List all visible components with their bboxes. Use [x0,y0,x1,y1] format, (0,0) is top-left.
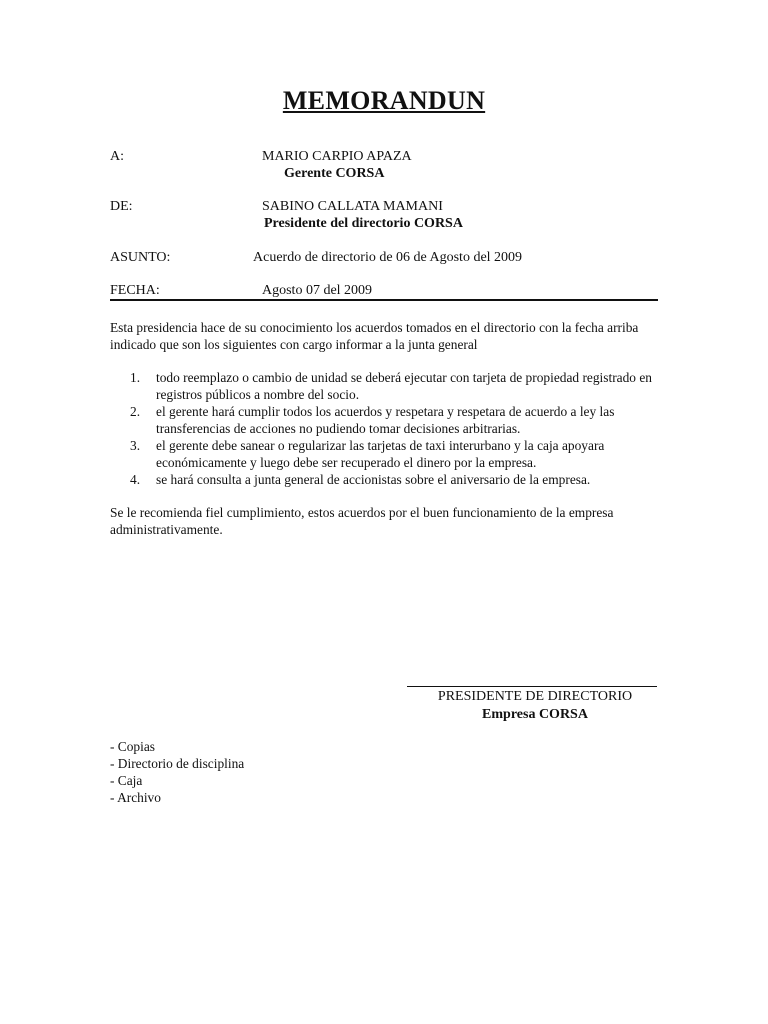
list-item-number: 1. [130,370,141,385]
list-item-text: el gerente debe sanear o regularizar las tarjetas de taxi interurbano y la caja apoyara económicamente y luego debe ser recuperado el dinero por la empresa. [156,438,605,470]
list-item-number: 2. [130,404,141,419]
list-item-number: 3. [130,438,141,453]
header-divider [110,299,658,301]
copy-item: - Copias [110,739,156,754]
copy-item: - Archivo [110,790,161,805]
to-label: A: [110,149,124,164]
list-item-text: se hará consulta a junta general de accionistas sobre el aniversario de la empresa. [156,472,591,487]
date-value: Agosto 07 del 2009 [262,283,373,298]
from-position: Presidente del directorio CORSA [264,216,463,231]
subject-label: ASUNTO: [110,250,171,265]
list-item-text: todo reemplazo o cambio de unidad se deberá ejecutar con tarjeta de propiedad registrado en registros públicos a nombre del socio. [156,370,652,402]
copy-item: - Directorio de disciplina [110,756,245,771]
copies-list [110,738,244,806]
closing-paragraph: Se le recomienda fiel cumplimiento, estos acuerdos por el buen funcionamiento de la empresa administrativamente. [110,505,614,537]
list-item [110,369,670,403]
list-item [110,437,670,471]
signature-title: PRESIDENTE DE DIRECTORIO [437,689,633,704]
from-name: SABINO CALLATA MAMANI [262,199,443,214]
intro-paragraph: Esta presidencia hace de su conocimiento los acuerdos tomados en el directorio con la fecha arriba indicado que son los siguientes con cargo informar a la junta general [110,320,639,352]
to-name: MARIO CARPIO APAZA [262,149,412,164]
to-position: Gerente CORSA [284,166,385,181]
memo-title: MEMORANDUN [282,86,486,115]
copy-item: - Caja [110,773,143,788]
signature-line [407,686,657,687]
date-label: FECHA: [110,283,160,298]
list-item [110,471,670,488]
subject-value: Acuerdo de directorio de 06 de Agosto del 2009 [253,250,523,265]
list-item-number: 4. [130,472,141,487]
list-item [110,403,670,437]
from-label: DE: [110,199,133,214]
agreements-list [110,369,670,488]
list-item-text: el gerente hará cumplir todos los acuerdos y respetara y respetara de acuerdo a ley las transferencias de acciones no pudiendo tomar decisiones arbitrarias. [156,404,615,436]
signature-company: Empresa CORSA [482,707,588,722]
